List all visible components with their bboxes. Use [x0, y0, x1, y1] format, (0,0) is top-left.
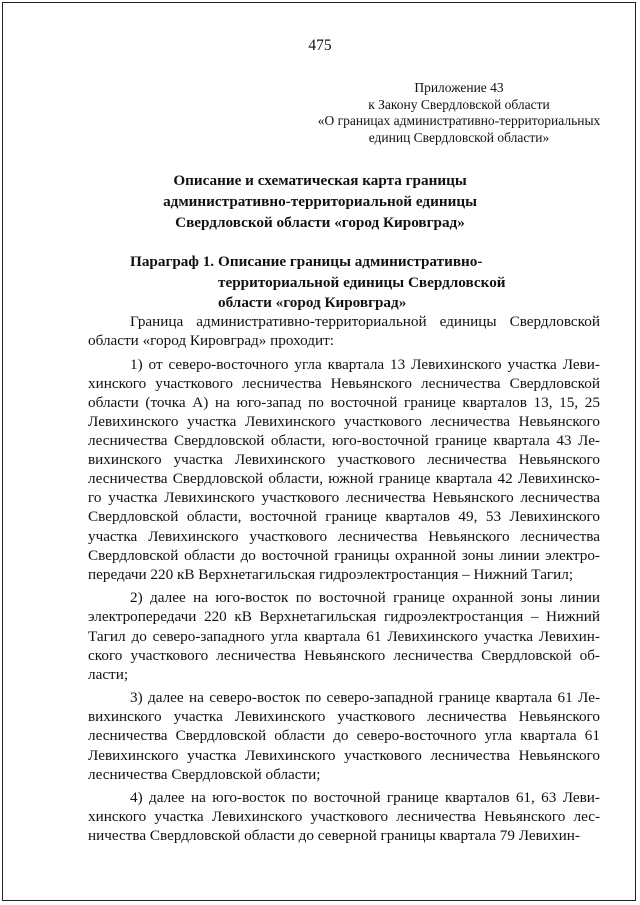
title-line: административно-территориальной единицы: [163, 193, 477, 210]
body-line: вихинского участка Левихинского участкового лесничества Невьянского: [88, 708, 600, 726]
title-line: Свердловской области «город Кировград»: [175, 214, 465, 231]
body-line: лесничества Свердловской области, южной границе квартала 42 Левихинско-: [88, 470, 600, 488]
document-title: [0, 170, 640, 233]
body-line: передачи 220 кВ Верхнетагильская гидроэлектростанция – Нижний Тагил;: [88, 565, 574, 583]
title-line: Описание и схематическая карта границы: [173, 172, 467, 189]
body-paragraph: [88, 588, 600, 683]
body-line: Левихинского участка Левихинского участкового лесничества Невьянского: [88, 412, 600, 430]
body-line: 3) далее на северо-восток по северо-западной границе квартала 61 Ле-: [130, 689, 600, 707]
body-line: хинского участкового лесничества Невьянского лесничества Свердловской: [88, 374, 600, 392]
body-line: 4) далее на юго-восток по восточной границе кварталов 61, 63 Леви-: [130, 789, 600, 807]
body-line: Граница административно-территориальной единицы Свердловской: [130, 313, 600, 330]
heading-line: области «город Кировград»: [218, 294, 407, 311]
body-text: [88, 312, 600, 850]
annex-line: «О границах административно-территориальных: [317, 113, 601, 128]
body-line: го участка Левихинского участкового лесничества Невьянского лесничества: [88, 489, 600, 507]
body-line: области (точка А) на юго-запад по восточной границе кварталов 13, 15, 25: [88, 393, 600, 411]
body-line: Свердловской области до восточной границы охранной зоны линии электро-: [88, 546, 600, 564]
page-number: 475: [308, 37, 332, 54]
body-line: ского участкового лесничества Невьянского лесничества Свердловской об-: [88, 646, 600, 664]
body-line: Левихинского участка Левихинского участкового лесничества Невьянского: [88, 746, 600, 764]
heading-line: территориальной единицы Свердловской: [218, 273, 506, 291]
body-line: Тагил до северо-западного угла квартала 61 Левихинского участка Левихин-: [88, 627, 600, 645]
body-line: ласти;: [88, 665, 129, 683]
paragraph-number: Параграф 1.: [130, 253, 215, 270]
annex-block: [300, 80, 618, 146]
body-line: вихинского участка Левихинского участкового лесничества Невьянского: [88, 451, 600, 469]
body-line: 2) далее на юго-восток по восточной границе охранной зоны линии: [130, 589, 600, 607]
heading-line: Описание границы административно-: [218, 253, 483, 270]
body-line: электропередачи 220 кВ Верхнетагильская гидроэлектростанция – Нижний: [88, 608, 600, 626]
annex-line: Приложение 43: [414, 80, 504, 95]
paragraph-heading: [130, 252, 590, 314]
body-line: хинского участка Левихинского участкового лесничества Невьянского лес-: [88, 808, 600, 826]
body-line: области «город Кировград» проходит:: [88, 332, 334, 350]
annex-line: к Закону Свердловской области: [368, 96, 550, 112]
body-line: лесничества Свердловской области, юго-восточной границе квартала 43 Ле-: [88, 432, 600, 450]
body-paragraph: [88, 355, 600, 584]
body-paragraph: [88, 788, 600, 845]
body-line: лесничества Свердловской области до северо-восточного угла квартала 61: [88, 727, 600, 745]
body-paragraph: [88, 688, 600, 783]
body-line: ничества Свердловской области до северной границы квартала 79 Левихин-: [88, 827, 580, 845]
body-paragraph: [88, 312, 600, 350]
annex-line: единиц Свердловской области»: [368, 129, 550, 145]
body-line: лесничества Свердловской области;: [88, 765, 321, 783]
body-line: Свердловской области, восточной границе кварталов 49, 53 Левихинского: [88, 508, 600, 526]
body-line: 1) от северо-восточного угла квартала 13 Левихинского участка Леви-: [130, 355, 600, 373]
body-line: участка Левихинского участкового лесничества Невьянского лесничества: [88, 527, 600, 545]
